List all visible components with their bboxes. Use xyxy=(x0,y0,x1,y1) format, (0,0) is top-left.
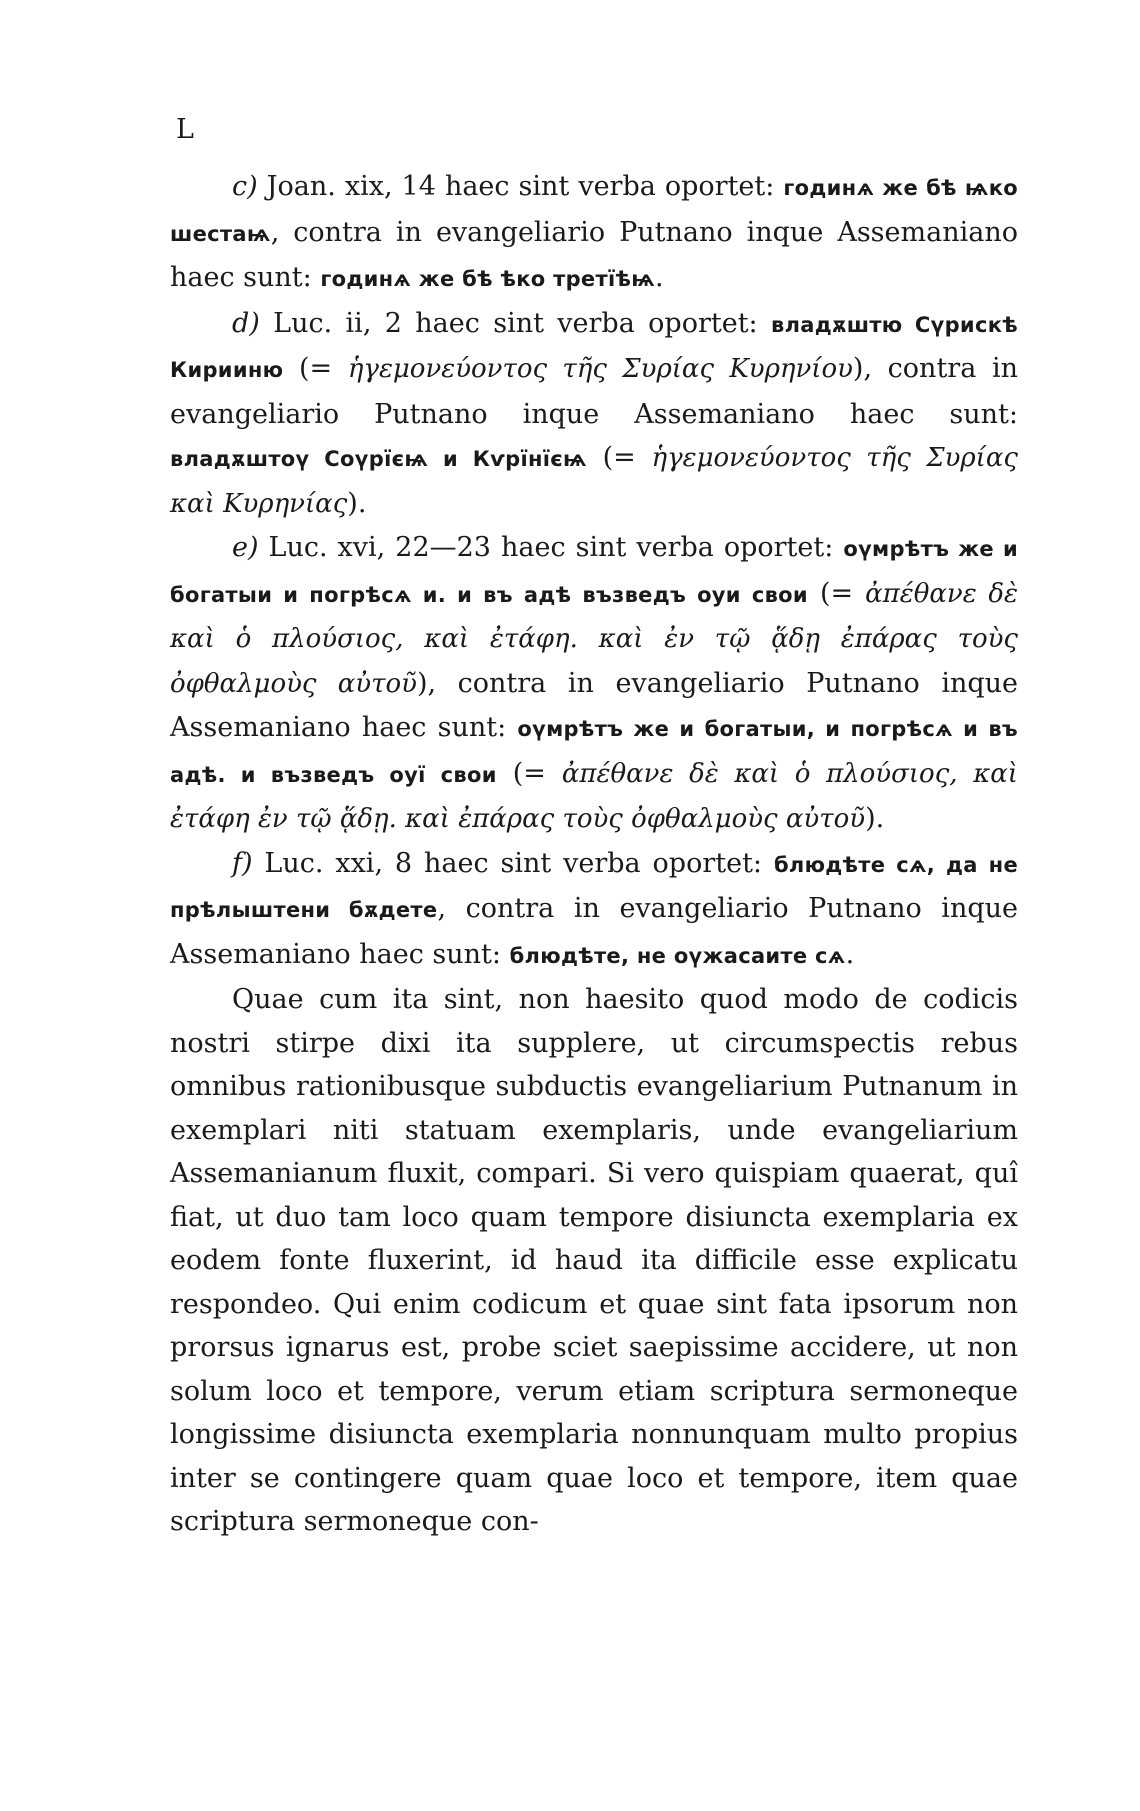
greek-text: ἀπέθανε δὲ καὶ ὁ πλούσιος, καὶ ἐτάφη ἐν τῷ ᾅδῃ. καὶ ἐπάρας τοὺς ὀφθαλμοὺς αὐτοῦ xyxy=(170,758,1018,834)
page-number: L xyxy=(176,114,194,145)
body-paragraph: Quae cum ita sint, non haesito quod modo de codicis nostri stirpe dixi ita supplere, ut circumspectis rebus omnibus rationibusque subductis evangeliarium Putnanum in exemplari niti statuam exemplaris, unde evangeliarium Assemanianum fluxit, compari. Si vero quispiam quaerat, quî fiat, ut duo tam loco quam tempore disiuncta exemplaria ex eodem fonte fluxerint, id haud ita difficile esse explicatu respondeo. Qui enim codicum et quae sint fata ipsorum non prorsus ignarus est, probe sciet saepissime accidere, ut non solum loco et tempore, verum etiam scriptura sermoneque longissime disiuncta exemplaria nonnunquam multo propius inter se contingere quam quae loco et tempore, item quae scriptura sermoneque con- xyxy=(170,984,1018,1537)
slavonic-text: блюдѣте, не оүжасаите сѧ xyxy=(509,943,846,968)
item-d xyxy=(170,302,1018,527)
latin-text: . xyxy=(655,262,664,293)
item-label: c) xyxy=(232,171,258,202)
text-block xyxy=(170,165,1018,1544)
latin-text: (= xyxy=(496,757,562,789)
latin-text: Luc. ii, 2 haec sint verba oportet: xyxy=(259,307,771,339)
slavonic-text: оүмрѣтъ же и богатыи и погрѣсѧ и. и въ адѣ възведъ оуи свои xyxy=(170,537,1018,607)
item-e xyxy=(170,526,1018,842)
slavonic-text: блюдѣте сѧ, да не прѣлыштени бѫдете xyxy=(170,852,1018,922)
item-label: e) xyxy=(232,532,259,563)
item-f xyxy=(170,842,1018,979)
latin-text: ), contra in evangeliario Putnano inque Assemaniano haec sunt: xyxy=(170,667,1018,743)
latin-text: , contra in evangeliario Putnano inque Assemaniano haec sunt: xyxy=(170,216,1018,293)
latin-text: Luc. xxi, 8 haec sint verba oportet: xyxy=(252,847,774,879)
item-label: f) xyxy=(232,847,253,879)
latin-text: ). xyxy=(347,487,367,519)
slavonic-text: владѫштоү Соүрїєѩ и Кѵрїнїєѩ xyxy=(170,447,587,471)
latin-text: (= xyxy=(807,577,866,609)
latin-text: , contra in evangeliario Putnano inque Assemaniano haec sunt: xyxy=(170,893,1018,970)
item-c xyxy=(170,165,1018,302)
latin-text: ), contra in evangeliario Putnano inque Assemaniano haec sunt: xyxy=(170,353,1018,430)
latin-text: Joan. xix, 14 haec sint verba oportet: xyxy=(257,171,784,202)
latin-text: ). xyxy=(865,803,885,834)
slavonic-text: годинѧ же бѣ ѣко третїѣѩ xyxy=(320,267,656,291)
latin-text: (= xyxy=(586,442,652,473)
greek-text: ἡγεμονεύοντος τῆς Συρίας καὶ Κυρηνίας xyxy=(170,443,1018,519)
slavonic-text: оүмрѣтъ же и богатыи, и погрѣсѧ и въ адѣ. и възведъ оуї свои xyxy=(170,717,1019,787)
latin-text: (= xyxy=(283,353,348,384)
greek-text: ἡγεμονεύοντος τῆς Συρίας Κυρηνίου xyxy=(347,354,853,384)
greek-text: ἀπέθανε δὲ καὶ ὁ πλούσιος, καὶ ἐτάφη. καὶ ἐν τῷ ᾅδῃ ἐπάρας τοὺς ὀφθαλμοὺς αὐτοῦ xyxy=(170,578,1018,699)
item-label: d) xyxy=(232,307,260,339)
slavonic-text: годинѧ же бѣ ѩко шестаѩ xyxy=(170,176,1018,246)
slavonic-text: владѫштю Сүрискѣ Кирииню xyxy=(170,312,1018,382)
latin-text: Luc. xvi, 22—23 haec sint verba oportet: xyxy=(258,532,844,563)
latin-text: . xyxy=(845,938,855,970)
